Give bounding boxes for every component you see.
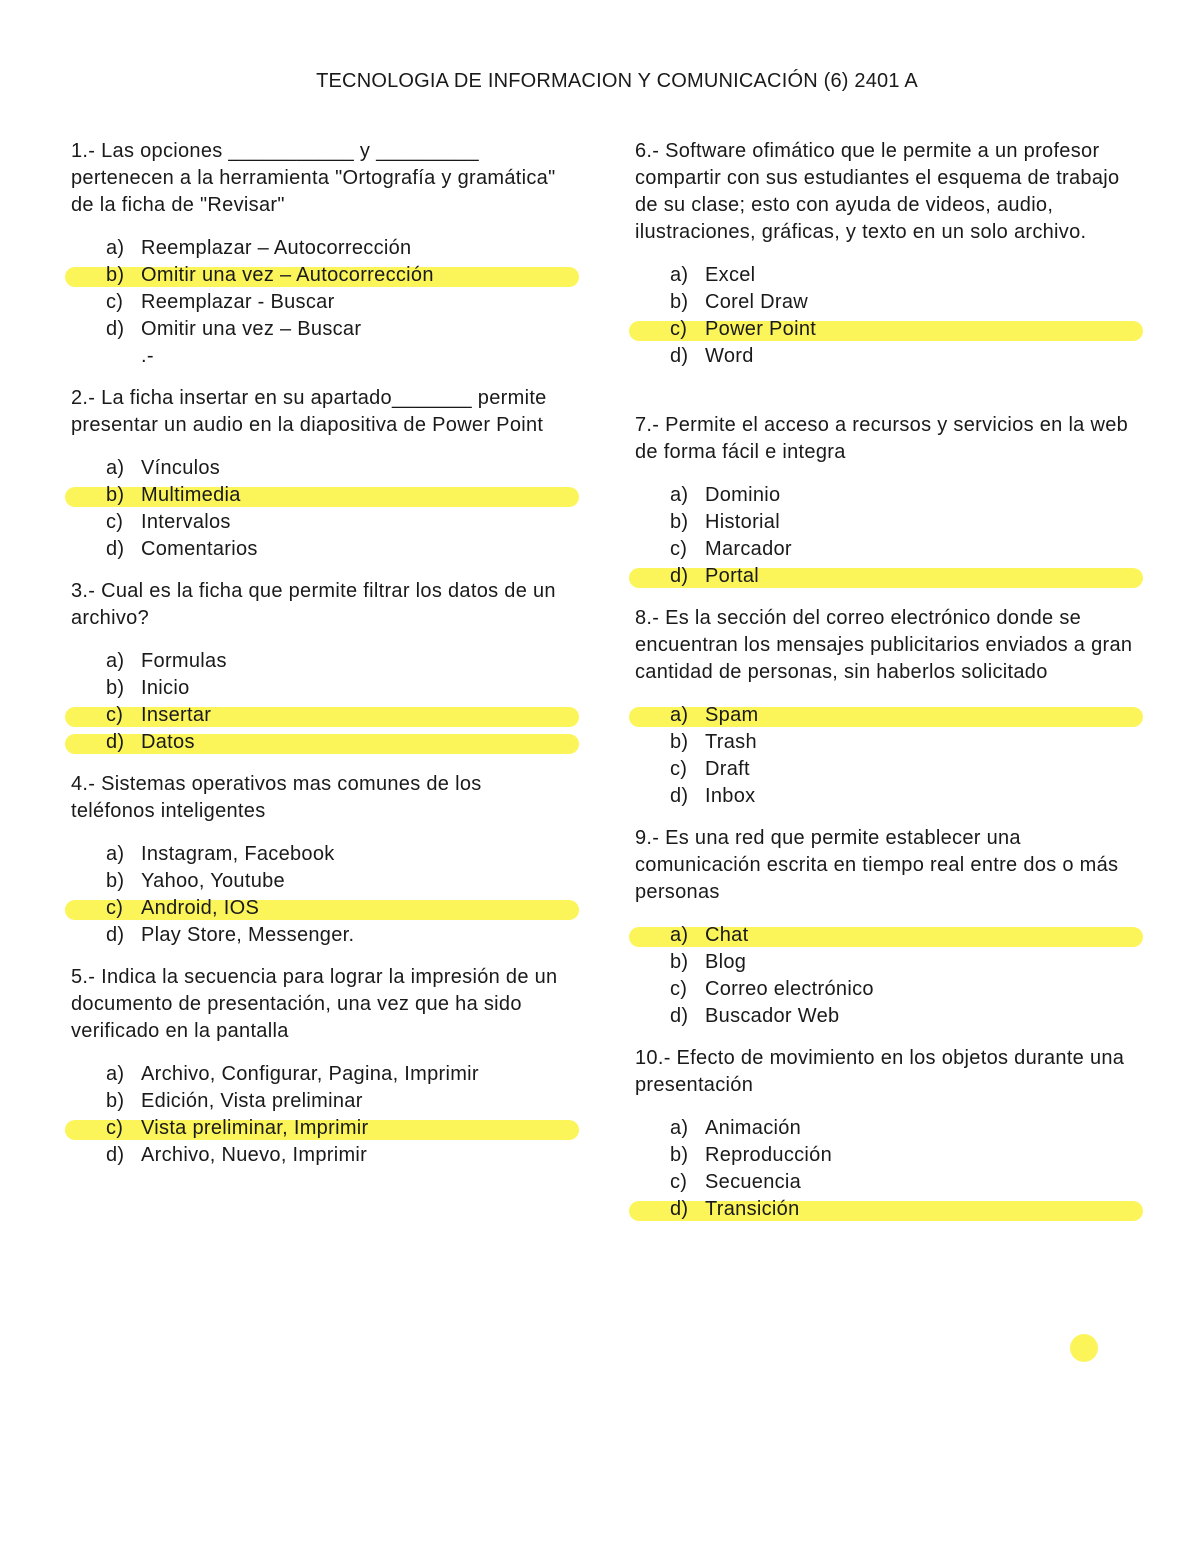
option-item: a) Archivo, Configurar, Pagina, Imprimir [106,1063,479,1085]
question-text: 7.- Permite el acceso a recursos y servicios en la web de forma fácil e integra [635,414,1129,463]
option-item: c) Intervalos [106,511,231,533]
question-text: 5.- Indica la secuencia para lograr la impresión de un documento de presentación, una vez que ha sido verificado en la pantalla [71,966,558,1042]
option-item: a) Excel [670,264,756,286]
option-item: d) Inbox [670,785,756,807]
option-item: c) Correo electrónico [670,978,874,1000]
question-6 [635,138,1135,370]
option-item: a) Formulas [106,650,227,672]
option-item-highlighted: d) Transición [635,1196,1135,1223]
question-text: 10.- Efecto de movimiento en los objetos durante una presentación [635,1047,1125,1096]
option-item: d) Buscador Web [670,1005,840,1027]
question-7 [635,412,1135,590]
option-item: d) Comentarios [106,538,258,560]
option-item-highlighted: d) Portal [635,563,1135,590]
option-item: d) Word [670,345,754,367]
option-item: b) Blog [670,951,747,973]
question-text: 6.- Software ofimático que le permite a un profesor compartir con sus estudiantes el esquema de trabajo de su clase; esto con ayuda de videos, audio, ilustraciones, gráficas, y texto en un solo archivo. [635,140,1120,243]
option-item: a) Dominio [670,484,781,506]
option-item: c) Secuencia [670,1171,802,1193]
question-10 [635,1045,1135,1223]
option-item: b) Inicio [106,677,190,699]
question-text: 9.- Es una red que permite establecer una comunicación escrita en tiempo real entre dos o más personas [635,827,1119,903]
question-text: 1.- Las opciones ___________ y _________ pertenecen a la herramienta "Ortografía y gramática" de la ficha de "Revisar" [71,140,556,216]
option-item-highlighted: b) Multimedia [71,482,571,509]
option-item: b) Historial [670,511,780,533]
question-4 [71,771,571,949]
trailing-mark: .- [141,345,154,367]
option-item: a) Animación [670,1117,802,1139]
option-item-highlighted: a) Chat [635,922,1135,949]
document-title: TECNOLOGIA DE INFORMACION Y COMUNICACIÓN (6) 2401 A [316,70,918,92]
option-item-highlighted: c) Insertar [71,702,571,729]
question-5 [71,964,571,1169]
option-item-highlighted: a) Spam [635,702,1135,729]
question-text: 4.- Sistemas operativos mas comunes de los teléfonos inteligentes [71,773,482,822]
option-item: b) Edición, Vista preliminar [106,1090,363,1112]
question-text: 3.- Cual es la ficha que permite filtrar los datos de un archivo? [71,580,556,629]
highlighter-dot [1070,1334,1098,1362]
option-item: c) Reemplazar - Buscar [106,291,335,313]
option-item: d) Archivo, Nuevo, Imprimir [106,1144,368,1166]
option-item: c) Marcador [670,538,792,560]
option-item-highlighted: d) Datos [71,729,571,756]
question-text: 2.- La ficha insertar en su apartado_______ permite presentar un audio en la diapositiva de Power Point [71,387,547,436]
option-item: b) Trash [670,731,757,753]
option-item: c) Draft [670,758,750,780]
option-item: b) Yahoo, Youtube [106,870,285,892]
left-column [71,138,571,1184]
question-8 [635,605,1135,810]
option-item: d) Play Store, Messenger. [106,924,355,946]
question-1 [71,138,571,370]
option-item-highlighted: c) Power Point [635,316,1135,343]
option-item: b) Reproducción [670,1144,833,1166]
question-text: 8.- Es la sección del correo electrónico donde se encuentran los mensajes publicitarios enviados a gran cantidad de personas, sin haberlos solicitado [635,607,1133,683]
option-item-highlighted: c) Vista preliminar, Imprimir [71,1115,571,1142]
right-column [635,138,1135,1238]
option-item: a) Vínculos [106,457,221,479]
option-item-highlighted: c) Android, IOS [71,895,571,922]
option-item: a) Reemplazar – Autocorrección [106,237,412,259]
option-item: d) Omitir una vez – Buscar [106,318,362,340]
question-3 [71,578,571,756]
question-2 [71,385,571,563]
option-item: b) Corel Draw [670,291,809,313]
option-item-highlighted: b) Omitir una vez – Autocorrección [71,262,571,289]
option-item: a) Instagram, Facebook [106,843,335,865]
question-9 [635,825,1135,1030]
